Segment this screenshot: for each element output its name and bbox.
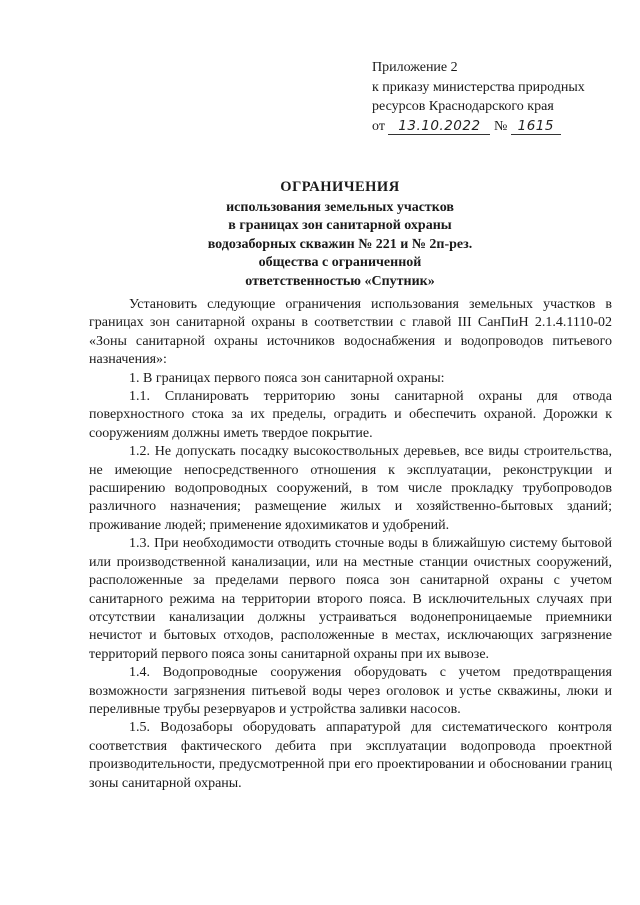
appendix-line-3: ресурсов Краснодарского края (372, 99, 554, 114)
paragraph-1-1: 1.1. Спланировать территорию зоны санитарной охраны для отвода поверхностного стока за их пределы, оградить и обеспечить охраной. Дорожки к сооружениям должны иметь твердое покрытие. (89, 389, 612, 441)
paragraph-1-4: 1.4. Водопроводные сооружения оборудовать с учетом предотвращения возможности загрязнения питьевой воды через оголовок и устье скважины, люки и переливные трубы резервуаров и устройства заливки насосов. (89, 665, 612, 717)
appendix-header (372, 58, 622, 136)
appendix-date-row (372, 117, 622, 137)
title-line-5: ответственностью «Спутник» (245, 273, 435, 289)
title-line-3: водозаборных скважин № 221 и № 2п-рез. (207, 236, 473, 252)
title-line-4: общества с ограниченной (258, 255, 422, 270)
document-body (89, 296, 612, 793)
paragraph-1-5: 1.5. Водозаборы оборудовать аппаратурой для систематического контроля соответствия фактического дебита при эксплуатации водопровода проектной производительности, предусмотренной при его проектировании и обосновании границ зоны санитарной охраны. (89, 720, 612, 791)
paragraph-section-1: 1. В границах первого пояса зон санитарной охраны: (129, 370, 445, 386)
date-prefix: от (372, 118, 385, 134)
document-title (150, 178, 530, 291)
number-prefix: № (493, 118, 508, 134)
handwritten-number: 1615 (511, 119, 561, 135)
paragraph-intro: Установить следующие ограничения использования земельных участков в границах зон санитарной охраны в соответствии с главой III СанПиН 2.1.4.1110-02 «Зоны санитарной охраны источников водоснабжения и водопроводов питьевого назначения»: (89, 297, 612, 368)
appendix-line-1: Приложение 2 (372, 60, 458, 75)
paragraph-1-3: 1.3. При необходимости отводить сточные воды в ближайшую систему бытовой или производственной канализации, или на местные станции очистных сооружений, расположенные за пределами первого пояса зон санитарной охраны с учетом санитарного режима на территории второго пояса. В исключительных случаях при отсутствии канализации должны устраиваться водонепроницаемые приемники нечистот и бытовых отходов, расположенные в местах, исключающих загрязнение территорий первого пояса зоны санитарной охраны при их вывозе. (89, 536, 612, 662)
title-line-2: в границах зон санитарной охраны (228, 218, 452, 233)
appendix-line-2: к приказу министерства природных (372, 79, 585, 95)
paragraph-1-2: 1.2. Не допускать посадку высокоствольных деревьев, все виды строительства, не имеющие непосредственного отношения к эксплуатации, реконструкции и расширению водопроводных сооружений, в том числе прокладку трубопроводов различного назначения; размещение жилых и хозяйственно-бытовых зданий; проживание людей; применение ядохимикатов и удобрений. (89, 444, 612, 533)
title-line-1: использования земельных участков (226, 199, 454, 215)
title-main: ОГРАНИЧЕНИЯ (280, 179, 400, 195)
handwritten-date: 13.10.2022 (388, 119, 490, 135)
